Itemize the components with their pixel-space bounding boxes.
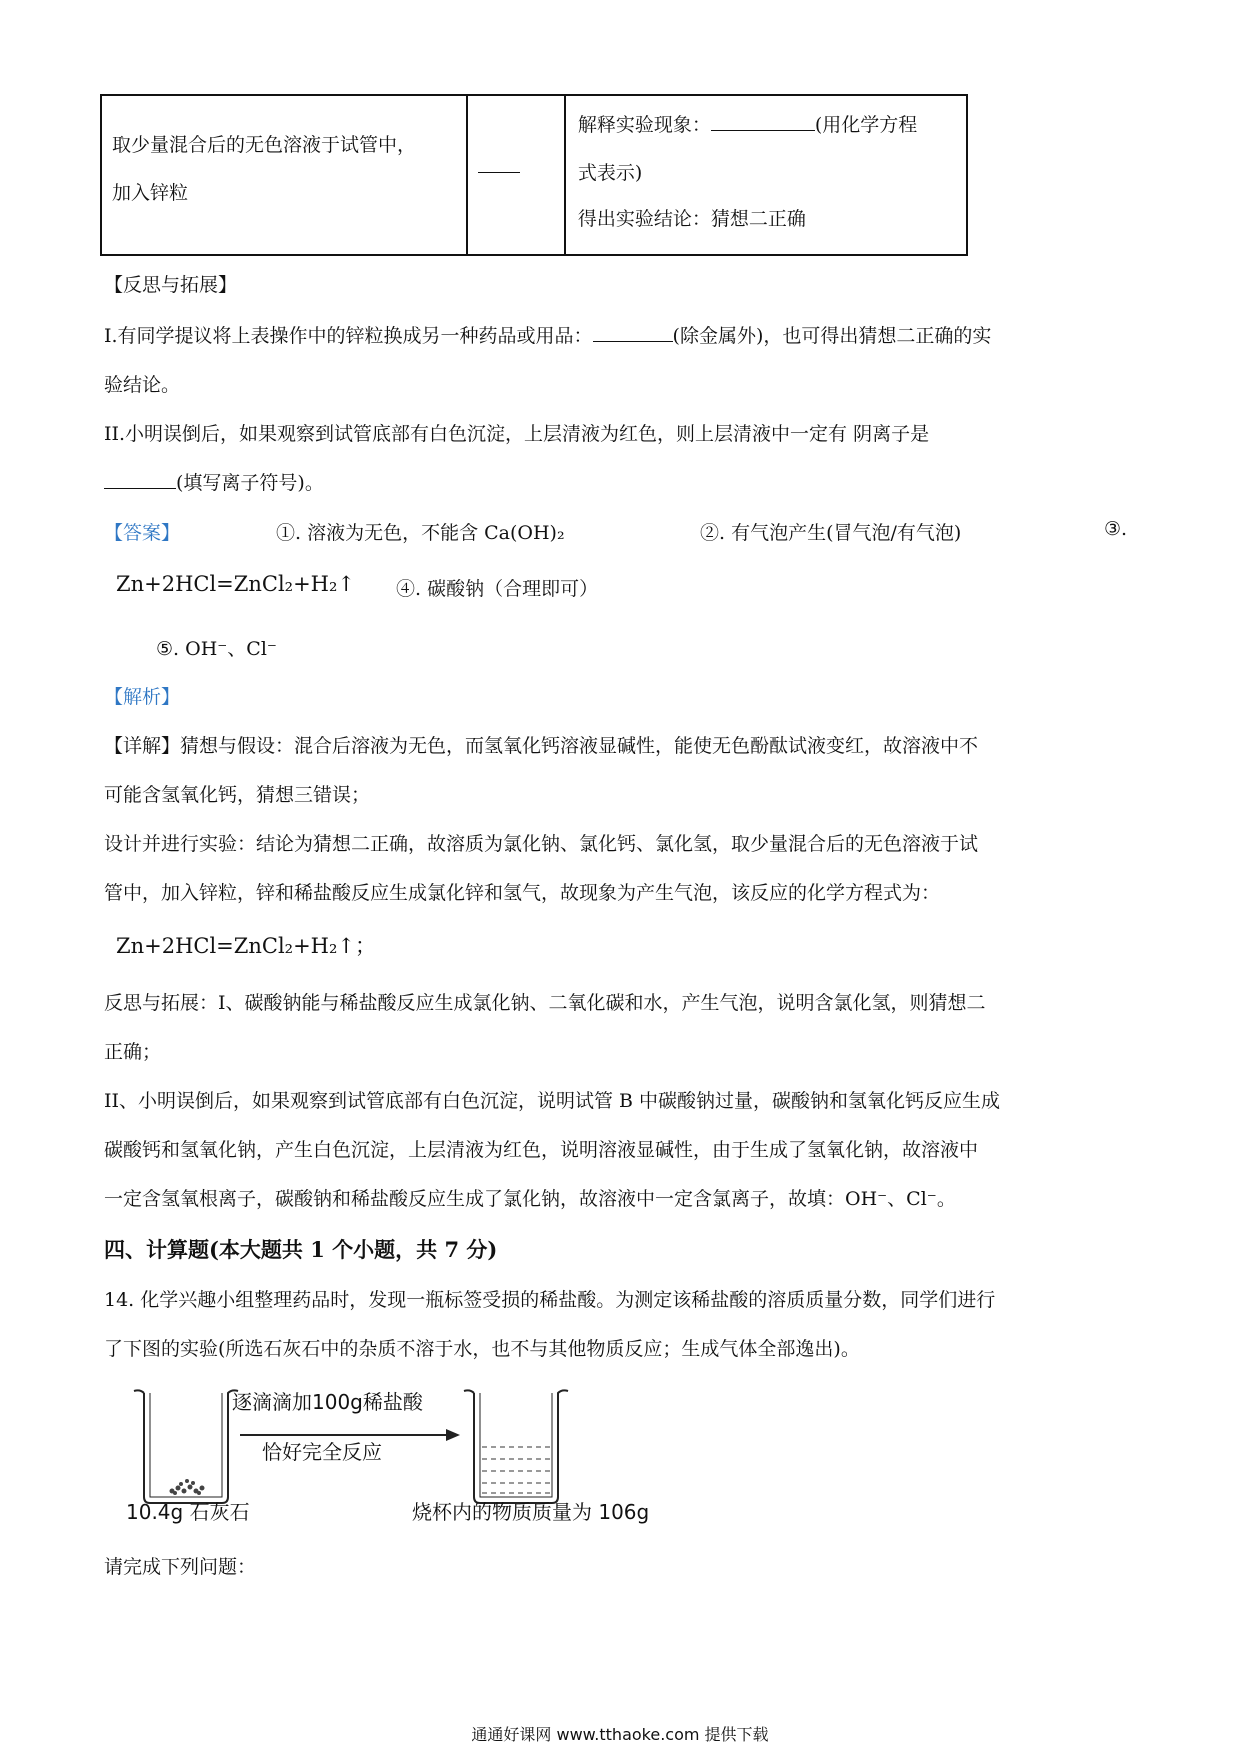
equation-hint: (用化学方程 [814,114,918,136]
answer-4: ④. 碳酸钠（合理即可） [396,578,599,600]
answer-2: ②. 有气泡产生(冒气泡/有气泡) [700,522,962,544]
left-beaker [134,1390,238,1503]
table-operation-line1: 取少量混合后的无色溶液于试管中， [112,134,417,156]
table-conclusion-line3: 得出实验结论：猜想二正确 [577,208,806,230]
answer-3-label: ③. [1104,518,1128,540]
answer-5: ⑤. OH⁻、Cl⁻ [156,638,277,660]
analysis-p2-equation: Zn+2HCl=ZnCl₂+H₂↑； [116,934,377,958]
diagram-arrow-bottom-label: 恰好完全反应 [262,1440,382,1464]
table-conclusion-line2: 式表示) [577,162,643,184]
table-conclusion-line1 [578,110,917,137]
analysis-p4-line3: 一定含氢氧根离子，碳酸钠和稀盐酸反应生成了氯化钠，故溶液中一定含氯离子，故填：OH⁻、Cl⁻。 [104,1188,956,1210]
analysis-p4-line1: II、小明误倒后，如果观察到试管底部有白色沉淀，说明试管 B 中碳酸钠过量，碳酸钠和氢氧化钙反应生成 [104,1090,1001,1112]
question-14-line2: 了下图的实验(所选石灰石中的杂质不溶于水，也不与其他物质反应；生成气体全部逸出)。 [104,1338,860,1360]
reflection-item1-cont: 验结论。 [104,374,181,396]
analysis-p2-line1: 设计并进行实验：结论为猜想二正确，故溶质为氯化钠、氯化钙、氯化氢，取少量混合后的无色溶液于试 [104,833,979,855]
equation-blank [711,129,815,131]
analysis-p2-line2: 管中，加入锌粒，锌和稀盐酸反应生成氯化锌和氢气，故现象为产生气泡，该反应的化学方程式为： [104,882,941,904]
explain-label: 解释实验现象： [577,114,711,136]
reflection-item1-text2: (除金属外)，也可得出猜想二正确的实 [672,325,992,347]
limestone-pile [170,1479,205,1495]
section-heading: 四、计算题(本大题共 1 个小题，共 7 分) [104,1237,498,1262]
table-operation-line2: 加入锌粒 [112,182,189,204]
diagram-right-caption: 烧杯内的物质质量为 106g [412,1500,650,1524]
reflection-heading: 【反思与拓展】 [104,274,238,296]
table-cell-operation [101,95,467,255]
experiment-table [100,94,968,256]
analysis-p1-line2: 可能含氢氧化钙，猜想三错误； [104,784,371,806]
analysis-p3-line2: 正确； [104,1041,162,1063]
reflection-item1-text: I.有同学提议将上表操作中的锌粒换成另一种药品或用品： [104,325,593,347]
phenomenon-blank [478,156,520,178]
analysis-p3-line1: 反思与拓展：I、碳酸钠能与稀盐酸反应生成氯化钠、二氧化碳和水，产生气泡，说明含氯化氢，则猜想二 [104,992,986,1014]
reflection-item1 [104,321,991,348]
answer-3-equation: Zn+2HCl=ZnCl₂+H₂↑ [116,572,356,596]
question-prompt: 请完成下列问题： [104,1556,257,1578]
footer-text: 通通好课网 www.tthaoke.com 提供下载 [471,1725,769,1744]
reflection-item2-blank [104,487,176,489]
reflection-item1-blank [593,340,673,342]
table-cell-conclusion [565,95,967,255]
reflection-item2-cont [104,468,324,495]
answer-1: ①. 溶液为无色，不能含 Ca(OH)₂ [276,522,565,544]
diagram-arrow-top-label: 逐滴滴加100g稀盐酸 [232,1390,423,1414]
analysis-p4-line2: 碳酸钙和氢氧化钠，产生白色沉淀，上层清液为红色，说明溶液显碱性，由于生成了氢氧化钠，故溶液中 [104,1139,979,1161]
right-beaker [464,1390,568,1503]
reflection-item2: II.小明误倒后，如果观察到试管底部有白色沉淀，上层清液为红色，则上层清液中一定有 阴离子是 [104,423,930,445]
diagram-left-caption: 10.4g 石灰石 [126,1500,250,1524]
analysis-p1-line1: 【详解】猜想与假设：混合后溶液为无色，而氢氧化钙溶液显碱性，能使无色酚酞试液变红，故溶液中不 [104,735,979,757]
table-cell-phenomenon [467,95,565,255]
question-14-line1: 14. 化学兴趣小组整理药品时，发现一瓶标签受损的稀盐酸。为测定该稀盐酸的溶质质量分数，同学们进行 [104,1289,996,1311]
reflection-item2-text: (填写离子符号)。 [176,472,324,494]
answer-label: 【答案】 [104,522,181,544]
analysis-label: 【解析】 [104,686,181,708]
